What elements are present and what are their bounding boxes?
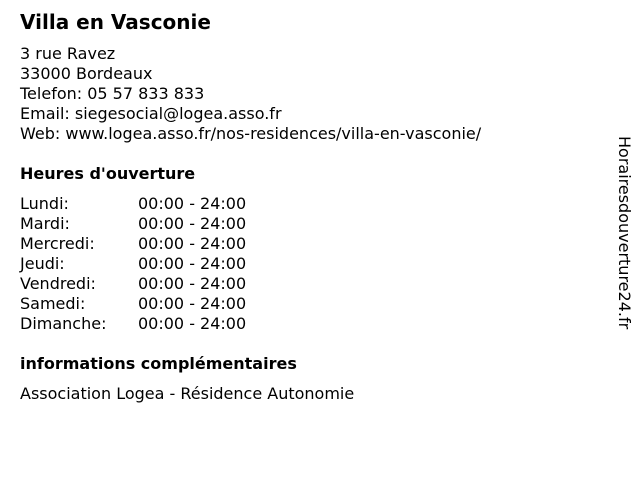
hours-row-vendredi (20, 274, 280, 294)
phone-number: Telefon: 05 57 833 833 (20, 84, 205, 103)
day-label: Jeudi: (20, 254, 65, 273)
hours-row-dimanche (20, 314, 280, 334)
time-range: 00:00 - 24:00 (138, 194, 247, 213)
opening-hours-list (20, 194, 280, 334)
address-block (20, 44, 481, 144)
hours-row-jeudi (20, 254, 280, 274)
hours-row-mercredi (20, 234, 280, 254)
opening-hours-heading: Heures d'ouverture (20, 164, 196, 183)
time-range: 00:00 - 24:00 (138, 294, 247, 313)
city-address: 33000 Bordeaux (20, 64, 153, 83)
day-label: Lundi: (20, 194, 69, 213)
website-url: Web: www.logea.asso.fr/nos-residences/villa-en-vasconie/ (20, 124, 482, 143)
additional-info-heading: informations complémentaires (20, 354, 297, 373)
street-address: 3 rue Ravez (20, 44, 116, 63)
time-range: 00:00 - 24:00 (138, 274, 247, 293)
day-label: Mercredi: (20, 234, 95, 253)
day-label: Mardi: (20, 214, 70, 233)
time-range: 00:00 - 24:00 (138, 314, 247, 333)
hours-row-mardi (20, 214, 280, 234)
email-address: Email: siegesocial@logea.asso.fr (20, 104, 282, 123)
hours-row-lundi (20, 194, 280, 214)
time-range: 00:00 - 24:00 (138, 214, 247, 233)
site-watermark: Horairesdouverture24.fr (615, 136, 634, 330)
additional-info-text: Association Logea - Résidence Autonomie (20, 384, 355, 403)
page-title: Villa en Vasconie (20, 10, 211, 34)
day-label: Samedi: (20, 294, 86, 313)
hours-row-samedi (20, 294, 280, 314)
day-label: Dimanche: (20, 314, 107, 333)
day-label: Vendredi: (20, 274, 96, 293)
time-range: 00:00 - 24:00 (138, 234, 247, 253)
time-range: 00:00 - 24:00 (138, 254, 247, 273)
